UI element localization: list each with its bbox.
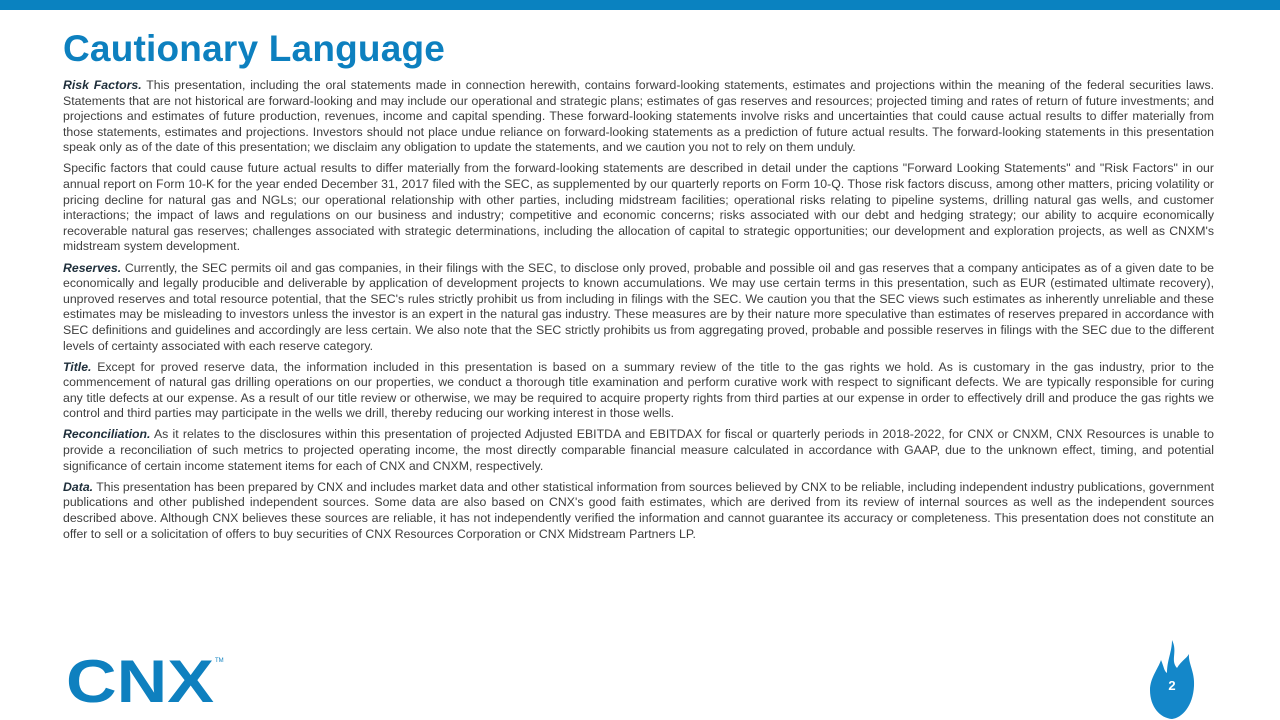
trademark-mark: TM <box>215 658 224 664</box>
paragraph-text: Specific factors that could cause future actual results to differ materially from the forward-looking statements are described in detail under the captions "Forward Looking Statements" and "Risk Factors" in our annual report on Form 10-K for the year ended December 31, 2017 filed with the SEC, as supplemented by our quarterly reports on Form 10-Q. Those risk factors discuss, among other matters, pricing volatility or pricing decline for natural gas and NGLs; our operational relationship with other parties, including midstream facilities; operational risks relating to pipeline systems, drilling natural gas wells, and customer interactions; the impact of laws and regulations on our business and industry; competitive and economic concerns; risks associated with our debt and hedging strategy; our ability to acquire economically recoverable natural gas reserves; challenges associated with strategic determinations, including the allocation of capital to strategic opportunities; our development and exploration projects, as well as CNXM's midstream system development. <box>63 161 1214 254</box>
paragraph-data <box>63 480 1214 542</box>
paragraph-lead: Risk Factors. <box>63 78 142 92</box>
paragraph-reserves <box>63 261 1214 355</box>
paragraph-text: As it relates to the disclosures within this presentation of projected Adjusted EBITDA and EBITDAX for fiscal or quarterly periods in 2018-2022, for CNX or CNXM, CNX Resources is unable to provide a reconciliation of such metrics to projected operating income, the most directly comparable financial measure calculated in accordance with GAAP, due to the unknown effect, timing, and potential significance of certain income statement items for each of CNX and CNXM, respectively. <box>63 427 1214 473</box>
page-number: 2 <box>1168 678 1176 693</box>
cnx-logo-text: CNX <box>66 652 214 704</box>
cnx-logo <box>66 652 228 704</box>
paragraph-lead: Title. <box>63 359 92 374</box>
paragraph-lead: Reconciliation. <box>63 427 151 442</box>
paragraph-risk-factors <box>63 78 1214 156</box>
paragraph-lead: Reserves. <box>63 260 122 275</box>
paragraph-text: Currently, the SEC permits oil and gas companies, in their filings with the SEC, to disclose only proved, probable and possible oil and gas reserves that a company anticipates as of a given date to be economically and legally producible and deliverable by application of development projects to known accumulations. We may use certain terms in this presentation, such as EUR (estimated ultimate recovery), unproved reserves and total resource potential, that the SEC's rules strictly prohibit us from including in filings with the SEC. We caution you that the SEC views such estimates as inherently unreliable and these estimates may be misleading to investors unless the investor is an expert in the natural gas industry. These measures are by their nature more speculative than estimates of reserves prepared in accordance with SEC definitions and guidelines and accordingly are less certain. We also note that the SEC strictly prohibits us from aggregating proved, probable and possible reserves in filings with the SEC due to the different levels of certainty associated with each reserve category. <box>63 260 1214 353</box>
disclaimer-body <box>63 78 1214 548</box>
paragraph-text: Except for proved reserve data, the information included in this presentation is based on a summary review of the title to the gas rights we hold. As is customary in the gas industry, prior to the commencement of natural gas drilling operations on our properties, we conduct a thorough title examination and perform curative work with respect to significant defects. We are typically responsible for curing any title defects at our expense. As a result of our title review or otherwise, we may be required to acquire property rights from third parties at our expense in order to effectively drill and produce the gas rights we control and third parties may participate in the wells we drill, thereby reducing our working interest in those wells. <box>63 359 1214 421</box>
top-accent-bar <box>0 0 1280 10</box>
paragraph-title <box>63 360 1214 422</box>
paragraph-lead: Data. <box>63 479 94 494</box>
slide-title: Cautionary Language <box>63 28 446 69</box>
paragraph-specific-factors <box>63 161 1214 255</box>
paragraph-reconciliation <box>63 427 1214 474</box>
paragraph-text: This presentation has been prepared by CNX and includes market data and other statistical information from sources believed by CNX to be reliable, including independent industry publications, government publications and other published independent sources. Some data are also based on CNX's good faith estimates, which are derived from its review of internal sources as well as the independent sources described above. Although CNX believes these sources are reliable, it has not independently verified the information and cannot guarantee its accuracy or completeness. This presentation does not constitute an offer to sell or a solicitation of offers to buy securities of CNX Resources Corporation or CNX Midstream Partners LP. <box>63 479 1214 541</box>
paragraph-text: This presentation, including the oral statements made in connection herewith, contains forward-looking statements, estimates and projections within the meaning of the federal securities laws. Statements that are not historical are forward-looking and may include our operational and strategic plans; estimates of gas reserves and resources; projected timing and rates of return of future investments; and projections and estimates of future production, revenues, income and capital spending. These forward-looking statements involve risks and uncertainties that could cause actual results to differ materially from those statements, estimates and projections. Investors should not place undue reliance on forward-looking statements as a prediction of future actual results. The forward-looking statements in this presentation speak only as of the date of this presentation; we disclaim any obligation to update the statements, and we caution you not to rely on them unduly. <box>63 78 1215 155</box>
